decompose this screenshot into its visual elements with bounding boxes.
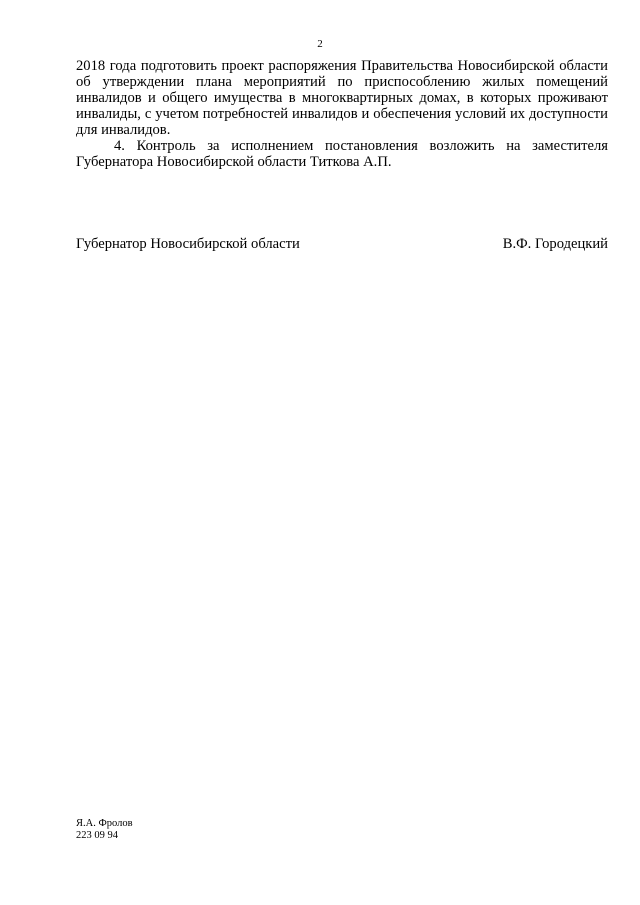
paragraph-continuation: 2018 года подготовить проект распоряжения Правительства Новосибирской области об утверждении плана мероприятий по приспособлению жилых помещений инвалидов и общего имущества в многоквартирных домах, в которых проживают инвалиды, с учетом потребностей инвалидов и обеспечения условий их доступности для инвалидов. bbox=[76, 58, 608, 138]
page-number: 2 bbox=[317, 38, 323, 50]
paragraph-item-4: 4. Контроль за исполнением постановления возложить на заместителя Губернатора Новосибирской области Титкова А.П. bbox=[76, 138, 608, 170]
signature-block bbox=[76, 236, 608, 252]
executor-info bbox=[76, 818, 133, 842]
signatory-name: В.Ф. Городецкий bbox=[502, 236, 608, 252]
document-body bbox=[76, 58, 608, 170]
executor-name: Я.А. Фролов bbox=[76, 818, 133, 829]
executor-phone: 223 09 94 bbox=[76, 830, 118, 841]
signatory-position: Губернатор Новосибирской области bbox=[76, 236, 300, 252]
